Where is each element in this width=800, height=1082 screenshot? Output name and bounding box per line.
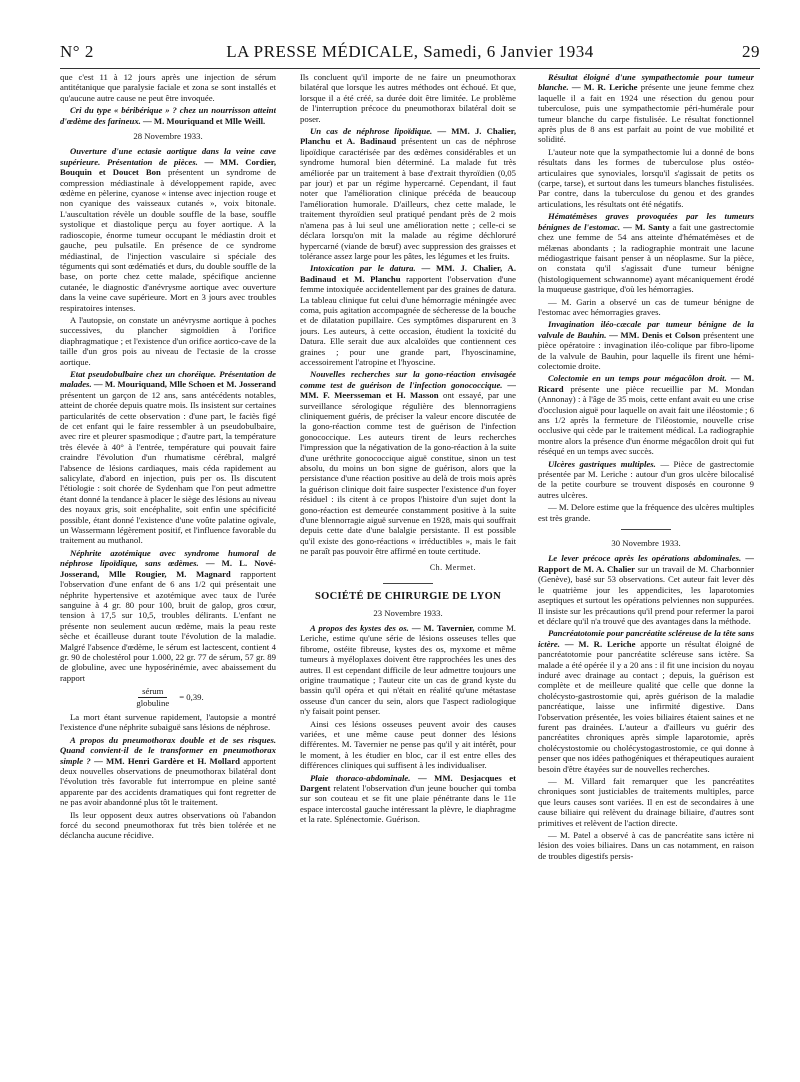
article-text: relatent l'observation d'un jeune boucher qui tomba sur son couteau et se fit une plaie pénétrante dans le 11e espace intercostal gauche intéressant la plèvre, le diaphragme et la rate. Splénectomie. Guérison. [300,783,516,825]
article-title: Ulcères gastriques multiples. [548,458,656,469]
article-title: Résultat éloigné d'une sympathectomie pour tumeur blanche. [538,72,754,93]
article-authors: — MM. J. Chalier, Planchu et A. Badinaud [300,126,516,147]
article-title: Cri du type « béribérique » ? chez un nourrisson atteint d'œdème des farineux. [60,105,276,126]
article-text: présentent un syndrome de compression médiastinale à développement rapide, avec œdème en pèlerine, cyanose « intense avec injection rouge et non cyanique des vaisseaux cutanés », voix bitonale. L'auscultation révèle un double souffle de la base, souffle systolique et diastolique perçu au foyer aortique. A la radioscopie, énorme tumeur occupant le médiastin droit et gauche, peu pulsatile. En présence de ce syndrome médiastinal, de l'injection vasculaire si spéciale des téguments qui sont œdématiés et durs, du double souffle de la base, on porte chez cette malade, spécifique ancienne cutanée, le diagnostic d'anévrysme aortique avec ouverture dans la veine cave supérieure. Mort en 3 jours avec troubles respiratoires intenses. [60,167,276,313]
article [60,369,276,546]
article-text: sur un travail de M. Charbonnier (Genève), basé sur 53 observations. Cet auteur fait lever dès le quatrième jour les appendicites, les laparotomies aseptiques et surtout les opérations pelviennes non suppurées. Il insiste sur les précautions qu'il prend pour refermer la paroi et déclare qu'il n'a trouvé que des avantages dans la méthode. [538,563,754,626]
article-text: présente une jeune femme chez laquelle il a fait en 1924 une résection du genou pour tuberculose, puis une sympathectomie péri-humérale pour tumeur blanche du carpe fistulisée. Le résultat fonctionnel après plus de 8 ans est parfait au point de vue mobilité et solidité. [538,82,754,145]
column-left [60,72,276,1076]
article-title: A propos du pneumothorax double et de ses risques. Quand convient-il de le transformer en pneumothorax simple ? [60,734,276,766]
column-middle [300,72,516,1076]
article-title: Intoxication par le datura. [310,263,416,274]
article-text: présente une pièce recueillie par M. Mondan (Annonay) : à l'âge de 35 mois, cette enfant avait eu une crise d'occlusion aiguë pour laquelle on avait fait une iléostomie ; 6 ans 1/2 après la fermeture de l'iléostomie, nouvelle crise occlusive qui cède par le traitement médical. La radiographie montre alors la présence d'un énorme mégacôlon droit qui fut réséqué en un temps avec succès. [538,383,754,457]
article [60,548,276,683]
running-title [60,42,760,62]
article-title: Un cas de néphrose lipoïdique. [310,126,433,137]
ratio-value: = 0,39. [179,691,204,702]
page-number-right: 29 [742,42,760,61]
article [538,72,754,145]
paragraph: Ils leur opposent deux autres observations où l'abandon forcé du second pneumothorax fut très bien tolérée et ne déclancha aucune récidive. [60,809,276,841]
section-heading: SOCIÉTÉ DE CHIRURGIE DE LYON [315,591,501,603]
article-text: comme M. Leriche, estime qu'une série de lésions osseuses telles que fibrome, ostéite fibreuse, kystes des os, myxome et même tumeurs à myéloplaxes doivent être rapprochées les unes des autres. Il est cependant difficile de leur admettre toujours une origine traumatique ; l'auteur cite un cas de grand kyste du bassin qu'il opéra et qui n'était en réalité qu'une métastase osseuse d'un cancer du sein, alors que l'aspect radiologique n'y faisait point penser. [300,622,516,717]
paragraph: Ils concluent qu'il importe de ne faire un pneumothorax bilatéral que lorsque les autres méthodes ont échoué. Et que, lorsque il a été créé, sa durée doit être limitée. Le problème de l'interruption précoce du pneumothorax bilatéral doit se poser. [300,72,516,124]
article [60,735,276,808]
section-divider [621,529,671,530]
ratio-numerator: sérum [138,686,167,697]
article-authors: — Rapport de M. A. Chalier [538,553,754,574]
paragraph: L'auteur note que la sympathectomie lui a donné de bons résultats dans les formes de tuberculose plus ostéo-articulaires que synoviales, lorsqu'il s'agissait de petits os (carpe, tarse), et surtout dans les tumeurs blanches fistulisées. Par contre, dans la tuberculose du genou et des grandes articulations, les résultats ont été négatifs. [538,146,754,209]
paragraph: Ainsi ces lésions osseuses peuvent avoir des causes variées, et une même cause peut donner des lésions différentes. M. Tavernier ne pense pas qu'il y ait intérêt, pour le moment, à les étudier en bloc, car il est entre elles des différences cliniques qui suffisent à les individualiser. [300,718,516,771]
article-authors: — M. L. Nové-Josserand, Mlle Rougier, M. Magnard [60,558,276,579]
article-title: Pancréatotomie pour pancréatite scléreuse de la tête sans ictère. [538,628,754,649]
section-divider [383,583,433,584]
article-authors: — M. Santy [623,221,670,232]
session-date: 28 Novembre 1933. [133,131,203,142]
paragraph: — M. Villard fait remarquer que les pancréatites chroniques sont justiciables de traitements multiples, parce que leurs causes sont variées. Il en est de secondaires à une cause biliaire qui relèvent du drainage biliaire, d'autres sont primitives et relèvent de l'action directe. [538,776,754,828]
article-text: présentent un cas de néphrose lipoïdique caractérisée par des œdèmes considérables et un syndrome humoral bien déterminé. La malade fut très améliorée par un traitement à base d'extrait thyroïdien (0,05 par jour) et par un régime hypercarné. Cependant, il faut noter que l'amélioration clinique précéda de beaucoup l'amélioration humorale. D'ailleurs, chez cette malade, le traitement thyroïdien seul pratiqué pendant près de 2 mois n'amena pas à lui seul une amélioration nette ; celle-ci se déclara lorsqu'on mit la malade au régime déchloruré hypercarné (viande de bœuf) avec suppression des graisses et tolérance assez large pour les pâtes, les légumes et les fruits. [300,136,516,261]
article-text: présentent un garçon de 12 ans, sans antécédents notables, atteint de chorée depuis quatre mois. Ils insistent sur certaines particularités de cette observation : d'une part, le faciès figé de cet enfant qui le faire ressembler à un pseudobulbaire, avec rire et pleurer spasmodique ; d'autre part, la température très élevée à 40° à l'entrée, température qui pouvait faire craindre l'évolution d'un rhumatisme cérébral, malgré l'absence de lésions cardiaques, mais céda rapidement au salicylate, d'abord en injection, puis per os. Ils discutent l'étiologie : soit chorée de Sydenham que l'on peut admettre étant donné la tendance à placer le siège des lésions au niveau des noyaux gris, soit encéphalite, soit enfin une spécificité possible, étant donné l'existence d'une voûte palatine ogivale, un Wassermann légèrement positif, et l'influence favorable du traitement au muthanol. [60,389,276,546]
paragraph: La mort étant survenue rapidement, l'autopsie a montré l'existence d'une néphrite subaiguë sans lésions de néphrose. [60,711,276,733]
journal-name: LA PRESSE MÉDICALE, [226,42,419,61]
article-authors: — M. Mouriquand et Mlle Weill. [143,115,266,126]
article-title: Ouverture d'une ectasie aortique dans la veine cave supérieure. Présentation de pièces. [60,146,276,167]
article-authors: — M. Ricard [538,373,754,394]
issue-date: Samedi, 6 Janvier 1934 [423,42,594,61]
paragraph: — M. Delore estime que la fréquence des ulcères multiples est très grande. [538,502,754,523]
article [300,623,516,717]
article [538,373,754,456]
article [538,211,754,294]
session-date: 30 Novembre 1933. [611,538,681,549]
article-authors: — M. Mouriquand, Mlle Schoen et M. Josserand [93,379,276,390]
paragraph: — M. Patel a observé à cas de pancréatite sans ictère ni lésion des voies biliaires. Dans un cas notamment, en raison de troubles digestifs persis- [538,830,754,861]
article-authors: — MM. Desjacques et Dargent [300,772,516,793]
ratio-formula [60,686,276,708]
article [538,628,754,774]
article-title: Invagination iléo-cæcale par tumeur bénigne de la valvule de Bauhin. [538,319,754,340]
article-title: Nouvelles recherches sur la gono-réaction envisagée comme test de guérison de l'infection gonococcique. [300,369,516,390]
article-title: Plaie thoraco-abdominale. [310,772,411,783]
article [300,773,516,825]
article-authors: — M. Tavernier, [411,622,475,633]
article-title: Néphrite azotémique avec syndrome humoral de néphrose lipoïdique, sans œdèmes. [60,547,276,569]
ratio-denominator: globuline [136,697,170,708]
article [538,553,754,626]
article-title: A propos des kystes des os. [310,622,409,633]
article-authors: — MM. J. Chalier, A. Badinaud et M. Planchu [300,263,516,284]
article-text: apporte un résultat éloigné de pancréatotomie pour pancréatite scléreuse sans ictère. Sa malade a été opérée il y a 20 ans : il fit une incision du noyau induré avec drainage au contact ; depuis, la guérison est complète et de meilleure qualité que celle que donne la cholécysto-gastrostomie qui, après guérison de la maladie pancréatique, laisse une infirmité digestive. Dans l'observation présentée, les voies biliaires étaient saines et ne furent pas drainées. L'auteur a d'ailleurs vu guérir des pancréatites chroniques après simple laparotomie, après cholécystostomie ou cholécystogastrostomie, ce qui donne à penser que nos idées pathogéniques et thérapeutiques auraient besoin d'être étayées sur de nouvelles recherches. [538,638,754,774]
session-date: 23 Novembre 1933. [373,607,443,618]
article-title: Hématémèses graves provoquées par les tumeurs bénignes de l'estomac. [538,211,754,232]
article-text: a fait une gastrectomie chez une femme de 54 ans atteinte d'hématémèses et de mélænas abondants ; la radiographie montrait une lacune médiogastrique faisant penser à un néoplasme. Sur la pièce, on constata qu'il s'agissait d'une tumeur bénigne (histologiquement schwannome) ayant mécaniquement érodé la muqueuse gastrique, d'où les hémorragies. [538,221,754,295]
page-header [60,42,760,68]
article-authors: — MM. Denis et Colson [609,329,701,340]
article [300,369,516,556]
article-title: Le lever précoce après les opérations abdominales. [548,553,742,564]
article [60,146,276,313]
header-rule [60,68,760,69]
article-authors: — MM. Cordier, Bouquin et Doucet Bon [60,156,276,178]
article [538,319,754,371]
article-authors: — M. R. Leriche [571,82,638,93]
paragraph: A l'autopsie, on constate un anévrysme aortique à poches successives, du plancher sigmoïdien à l'orifice diaphragmatique ; et l'existence d'un orifice aortico-cave de la taille d'un gros pois au niveau de l'ectasie de la crosse aortique. [60,314,276,367]
article-text: — Pièce de gastrectomie présentée par M. Leriche : autour d'un gros ulcère bilocalisé de la petite courbure se trouvent disposés en couronne 9 autres ulcères. [538,458,754,500]
article-title: Etat pseudobulbaire chez un choréique. Présentation de malades. [60,368,276,390]
author-signature: Ch. Mermet. [429,562,476,572]
article-title: Colectomie en un temps pour mégacôlon droit. [548,373,727,384]
page-number-left: N° 2 [60,42,94,61]
article [300,126,516,261]
article-text: présentent une pièce opératoire : invagination iléo-colique par fibro-lipome de la valvule de Bauhin, pour laquelle ils firent une hémi-colectomie droite. [538,329,754,371]
article-text: rapportent l'observation d'une femme intoxiquée accidentellement par des graines de datura. La tableau clinique fut celui d'une hémorragie méningée avec coma, puis agitation accompagnée de sécheresse de la bouche et de dilatation pupillaire. Ces symptômes disparurent en 3 jours. Les auteurs, à cette occasion, étudient la toxicité du Datura. Elle serait due aux alcaloïdes que contiennent ces graines ; pour une grande part, l'hyoscinamine, accessoirement l'atropine et l'hyoscine. [300,273,516,367]
article [538,459,754,501]
article-text: apportent deux nouvelles observations de pneumothorax bilatéral dont l'évolution très favorable fut interrompue en pleine santé apparente par des accidents dramatiques qui font regretter de ne pas avoir abandonné plus tôt le traitement. [60,755,276,808]
paragraph: — M. Garin a observé un cas de tumeur bénigne de l'estomac avec hémorragies graves. [538,296,754,317]
article-authors: — M. R. Leriche [564,638,636,649]
article-text: ont essayé, par une surveillance sérologique régulière des blennorragiens cliniquement guéris, de préciser la valeur encore discutée de la gono-réaction comme test de guérison de l'infection gonococcique. Les auteurs tirent de leurs recherches l'impression que la négativation de la gono-réaction à la suite d'une uréthrite gonococcique aiguë constitue, sinon un test absolu, du moins un bon signe de guérison, alors que la persistance d'une réaction positive au delà de trois mois après la guérison clinique doit faire suspecter l'existence d'un foyer résiduel : ils citent à ce propos l'histoire d'un sujet dont la gono-réaction est demeurée constamment positive à la suite d'une blennorragie aiguë survenue en 1928, mais qui souffrait depuis cette date d'une balalgie persistante. Il est possible qu'il existe des gono-réactions « irréductibles », mais le fait ne paraît pas pouvoir être affirmé en toute certitude. [300,390,516,557]
article-text: rapportent l'observation d'une enfant de 6 ans 1/2 qui présentait une néphrite hypertensive et azotémique avec taux de l'urée sanguine à 4 gr. 80 pour 100, bruit de galop, gros cœur, tension à 17,5 sur 10,5, troubles délirants. L'enfant ne présente non seulement aucun œdème, mais la peau reste sèche et écailleuse durant toute l'évolution de la maladie. Malgré l'absence d'œdème, le sérum est lactescent, contient 4 gr. 90 de cholestérol pour 1.000, 22 gr. 77 de sérum, 57 gr. 89 de globuline, avec une hyposérinémie, avec abaissement du rapport [60,568,276,683]
column-right [538,72,754,1076]
article-authors: — MM. F. Meersseman et H. Masson [300,379,516,401]
article [300,263,516,367]
article [60,105,276,126]
article-authors: — MM. Henri Gardère et H. Mollard [94,755,240,766]
paragraph: que c'est 11 à 12 jours après une injection de sérum antitétanique que paralysie faciale et zona se sont installés et qu'aucune autre cause ne peut être invoquée. [60,72,276,103]
